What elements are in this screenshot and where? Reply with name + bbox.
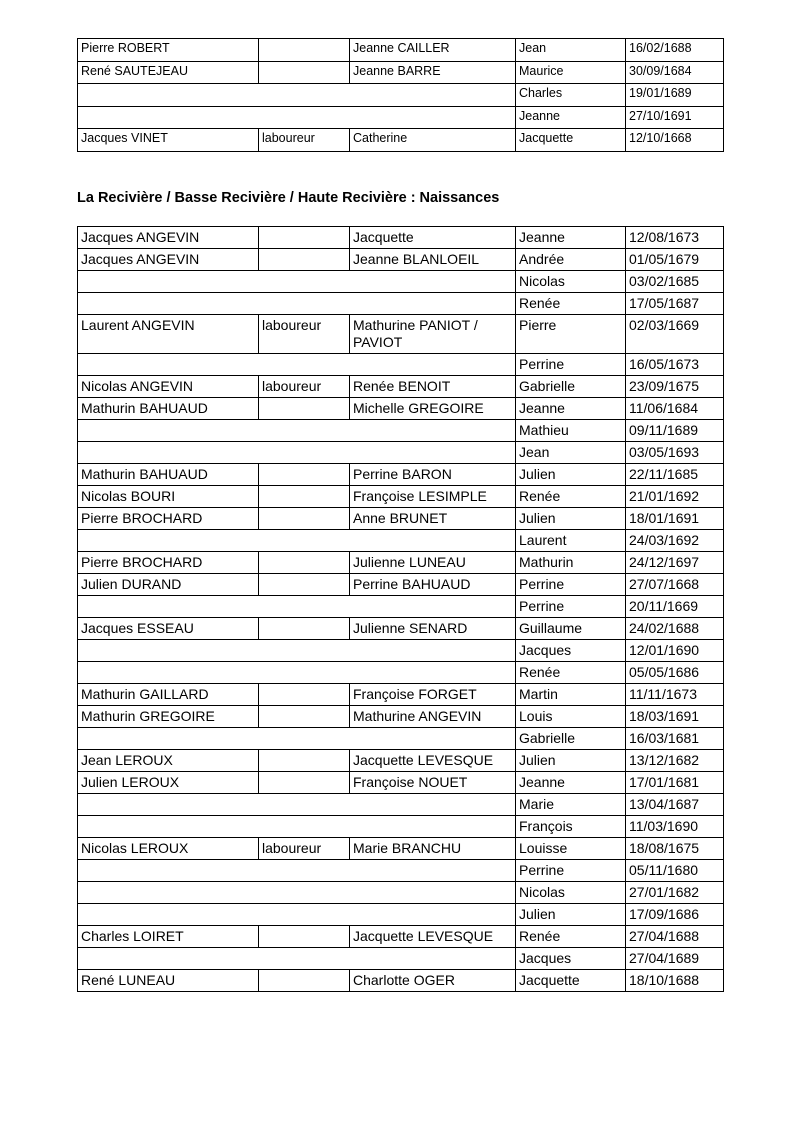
merged-parents-cell — [78, 271, 516, 293]
profession-cell — [259, 750, 350, 772]
child-cell: Jean — [516, 39, 626, 62]
mother-cell: Mathurine PANIOT / PAVIOT — [350, 315, 516, 354]
mother-cell: Marie BRANCHU — [350, 838, 516, 860]
profession-cell — [259, 926, 350, 948]
table-row — [78, 552, 724, 574]
table-row — [78, 618, 724, 640]
date-cell: 27/07/1668 — [626, 574, 724, 596]
father-cell: Julien DURAND — [78, 574, 259, 596]
date-cell: 27/10/1691 — [626, 106, 724, 129]
father-cell: Laurent ANGEVIN — [78, 315, 259, 354]
date-cell: 27/01/1682 — [626, 882, 724, 904]
table-row — [78, 596, 724, 618]
child-cell: Martin — [516, 684, 626, 706]
date-cell: 12/08/1673 — [626, 227, 724, 249]
profession-cell — [259, 398, 350, 420]
date-cell: 03/05/1693 — [626, 442, 724, 464]
father-cell: Pierre ROBERT — [78, 39, 259, 62]
child-cell: Renée — [516, 486, 626, 508]
child-cell: Julien — [516, 904, 626, 926]
mother-cell: Françoise LESIMPLE — [350, 486, 516, 508]
child-cell: Julien — [516, 464, 626, 486]
table-row — [78, 706, 724, 728]
table-row — [78, 106, 724, 129]
date-cell: 05/11/1680 — [626, 860, 724, 882]
child-cell: François — [516, 816, 626, 838]
child-cell: Marie — [516, 794, 626, 816]
father-cell: Jacques ESSEAU — [78, 618, 259, 640]
date-cell: 12/01/1690 — [626, 640, 724, 662]
table-row — [78, 750, 724, 772]
table-row — [78, 860, 724, 882]
profession-cell — [259, 552, 350, 574]
date-cell: 19/01/1689 — [626, 84, 724, 107]
merged-parents-cell — [78, 596, 516, 618]
date-cell: 24/03/1692 — [626, 530, 724, 552]
merged-parents-cell — [78, 948, 516, 970]
profession-cell: laboureur — [259, 129, 350, 152]
father-cell: Pierre BROCHARD — [78, 508, 259, 530]
mother-cell: Jacquette LEVESQUE — [350, 926, 516, 948]
date-cell: 22/11/1685 — [626, 464, 724, 486]
profession-cell — [259, 227, 350, 249]
table-row — [78, 464, 724, 486]
table-row — [78, 948, 724, 970]
date-cell: 20/11/1669 — [626, 596, 724, 618]
mother-cell: Jacquette — [350, 227, 516, 249]
father-cell: Mathurin GREGOIRE — [78, 706, 259, 728]
table-row — [78, 486, 724, 508]
date-cell: 17/01/1681 — [626, 772, 724, 794]
date-cell: 18/08/1675 — [626, 838, 724, 860]
father-cell: Jean LEROUX — [78, 750, 259, 772]
table-row — [78, 882, 724, 904]
table-row — [78, 129, 724, 152]
father-cell: Jacques VINET — [78, 129, 259, 152]
table-row — [78, 640, 724, 662]
table-row — [78, 970, 724, 992]
table-row — [78, 442, 724, 464]
date-cell: 18/03/1691 — [626, 706, 724, 728]
child-cell: Jeanne — [516, 106, 626, 129]
date-cell: 13/12/1682 — [626, 750, 724, 772]
table-row — [78, 904, 724, 926]
child-cell: Renée — [516, 926, 626, 948]
father-cell: Julien LEROUX — [78, 772, 259, 794]
date-cell: 27/04/1689 — [626, 948, 724, 970]
merged-parents-cell — [78, 420, 516, 442]
profession-cell — [259, 61, 350, 84]
merged-parents-cell — [78, 904, 516, 926]
profession-cell — [259, 618, 350, 640]
profession-cell — [259, 574, 350, 596]
date-cell: 13/04/1687 — [626, 794, 724, 816]
child-cell: Jeanne — [516, 227, 626, 249]
table-row — [78, 354, 724, 376]
date-cell: 24/02/1688 — [626, 618, 724, 640]
date-cell: 16/05/1673 — [626, 354, 724, 376]
father-cell: Nicolas LEROUX — [78, 838, 259, 860]
child-cell: Perrine — [516, 596, 626, 618]
mother-cell: Françoise FORGET — [350, 684, 516, 706]
date-cell: 02/03/1669 — [626, 315, 724, 354]
date-cell: 11/11/1673 — [626, 684, 724, 706]
date-cell: 30/09/1684 — [626, 61, 724, 84]
mother-cell: Anne BRUNET — [350, 508, 516, 530]
child-cell: Perrine — [516, 574, 626, 596]
child-cell: Pierre — [516, 315, 626, 354]
profession-cell — [259, 706, 350, 728]
mother-cell: Julienne LUNEAU — [350, 552, 516, 574]
table-row — [78, 926, 724, 948]
date-cell: 11/03/1690 — [626, 816, 724, 838]
mother-cell: Jacquette LEVESQUE — [350, 750, 516, 772]
child-cell: Julien — [516, 750, 626, 772]
profession-cell — [259, 39, 350, 62]
merged-parents-cell — [78, 728, 516, 750]
child-cell: Andrée — [516, 249, 626, 271]
mother-cell: Michelle GREGOIRE — [350, 398, 516, 420]
merged-parents-cell — [78, 640, 516, 662]
child-cell: Maurice — [516, 61, 626, 84]
date-cell: 17/09/1686 — [626, 904, 724, 926]
table-row — [78, 772, 724, 794]
child-cell: Laurent — [516, 530, 626, 552]
father-cell: Mathurin BAHUAUD — [78, 464, 259, 486]
child-cell: Nicolas — [516, 271, 626, 293]
profession-cell — [259, 508, 350, 530]
section-title: La Recivière / Basse Recivière / Haute Recivière : Naissances — [77, 190, 500, 206]
table-row — [78, 838, 724, 860]
table-row — [78, 84, 724, 107]
date-cell: 16/02/1688 — [626, 39, 724, 62]
merged-parents-cell — [78, 816, 516, 838]
date-cell: 16/03/1681 — [626, 728, 724, 750]
profession-cell: laboureur — [259, 838, 350, 860]
profession-cell — [259, 772, 350, 794]
table-row — [78, 794, 724, 816]
profession-cell — [259, 970, 350, 992]
births-table-main — [77, 226, 724, 992]
child-cell: Charles — [516, 84, 626, 107]
child-cell: Perrine — [516, 354, 626, 376]
child-cell: Mathieu — [516, 420, 626, 442]
date-cell: 17/05/1687 — [626, 293, 724, 315]
table-row — [78, 271, 724, 293]
father-cell: Mathurin BAHUAUD — [78, 398, 259, 420]
table-row — [78, 574, 724, 596]
merged-parents-cell — [78, 860, 516, 882]
table-row — [78, 376, 724, 398]
table-row — [78, 227, 724, 249]
child-cell: Nicolas — [516, 882, 626, 904]
child-cell: Gabrielle — [516, 728, 626, 750]
date-cell: 05/05/1686 — [626, 662, 724, 684]
child-cell: Gabrielle — [516, 376, 626, 398]
profession-cell — [259, 684, 350, 706]
date-cell: 23/09/1675 — [626, 376, 724, 398]
date-cell: 03/02/1685 — [626, 271, 724, 293]
merged-parents-cell — [78, 84, 516, 107]
father-cell: Nicolas BOURI — [78, 486, 259, 508]
date-cell: 09/11/1689 — [626, 420, 724, 442]
profession-cell — [259, 249, 350, 271]
merged-parents-cell — [78, 106, 516, 129]
table-row — [78, 315, 724, 354]
date-cell: 24/12/1697 — [626, 552, 724, 574]
mother-cell: Jeanne CAILLER — [350, 39, 516, 62]
child-cell: Julien — [516, 508, 626, 530]
father-cell: René SAUTEJEAU — [78, 61, 259, 84]
merged-parents-cell — [78, 882, 516, 904]
father-cell: Pierre BROCHARD — [78, 552, 259, 574]
father-cell: Jacques ANGEVIN — [78, 249, 259, 271]
profession-cell: laboureur — [259, 376, 350, 398]
child-cell: Guillaume — [516, 618, 626, 640]
child-cell: Jacquette — [516, 970, 626, 992]
table-body — [78, 227, 724, 992]
child-cell: Jacques — [516, 948, 626, 970]
child-cell: Perrine — [516, 860, 626, 882]
father-cell: Charles LOIRET — [78, 926, 259, 948]
mother-cell: Renée BENOIT — [350, 376, 516, 398]
mother-cell: Perrine BARON — [350, 464, 516, 486]
date-cell: 27/04/1688 — [626, 926, 724, 948]
profession-cell: laboureur — [259, 315, 350, 354]
births-table-top — [77, 38, 724, 152]
child-cell: Jean — [516, 442, 626, 464]
table-row — [78, 61, 724, 84]
merged-parents-cell — [78, 354, 516, 376]
date-cell: 12/10/1668 — [626, 129, 724, 152]
child-cell: Jacques — [516, 640, 626, 662]
table-row — [78, 293, 724, 315]
merged-parents-cell — [78, 530, 516, 552]
child-cell: Jacquette — [516, 129, 626, 152]
table-row — [78, 39, 724, 62]
profession-cell — [259, 464, 350, 486]
mother-cell: Perrine BAHUAUD — [350, 574, 516, 596]
child-cell: Louis — [516, 706, 626, 728]
table-row — [78, 662, 724, 684]
mother-cell: Charlotte OGER — [350, 970, 516, 992]
table-row — [78, 530, 724, 552]
date-cell: 21/01/1692 — [626, 486, 724, 508]
mother-cell: Mathurine ANGEVIN — [350, 706, 516, 728]
father-cell: Jacques ANGEVIN — [78, 227, 259, 249]
mother-cell: Julienne SENARD — [350, 618, 516, 640]
table-row — [78, 398, 724, 420]
merged-parents-cell — [78, 662, 516, 684]
father-cell: Mathurin GAILLARD — [78, 684, 259, 706]
child-cell: Renée — [516, 662, 626, 684]
father-cell: René LUNEAU — [78, 970, 259, 992]
mother-cell: Catherine — [350, 129, 516, 152]
table-row — [78, 816, 724, 838]
date-cell: 18/01/1691 — [626, 508, 724, 530]
profession-cell — [259, 486, 350, 508]
mother-cell: Jeanne BLANLOEIL — [350, 249, 516, 271]
table-row — [78, 684, 724, 706]
mother-cell: Françoise NOUET — [350, 772, 516, 794]
table-row — [78, 249, 724, 271]
merged-parents-cell — [78, 442, 516, 464]
child-cell: Mathurin — [516, 552, 626, 574]
merged-parents-cell — [78, 794, 516, 816]
child-cell: Louisse — [516, 838, 626, 860]
date-cell: 18/10/1688 — [626, 970, 724, 992]
date-cell: 11/06/1684 — [626, 398, 724, 420]
date-cell: 01/05/1679 — [626, 249, 724, 271]
table-body — [78, 39, 724, 152]
father-cell: Nicolas ANGEVIN — [78, 376, 259, 398]
table-row — [78, 728, 724, 750]
child-cell: Renée — [516, 293, 626, 315]
child-cell: Jeanne — [516, 398, 626, 420]
table-row — [78, 508, 724, 530]
merged-parents-cell — [78, 293, 516, 315]
mother-cell: Jeanne BARRE — [350, 61, 516, 84]
child-cell: Jeanne — [516, 772, 626, 794]
table-row — [78, 420, 724, 442]
